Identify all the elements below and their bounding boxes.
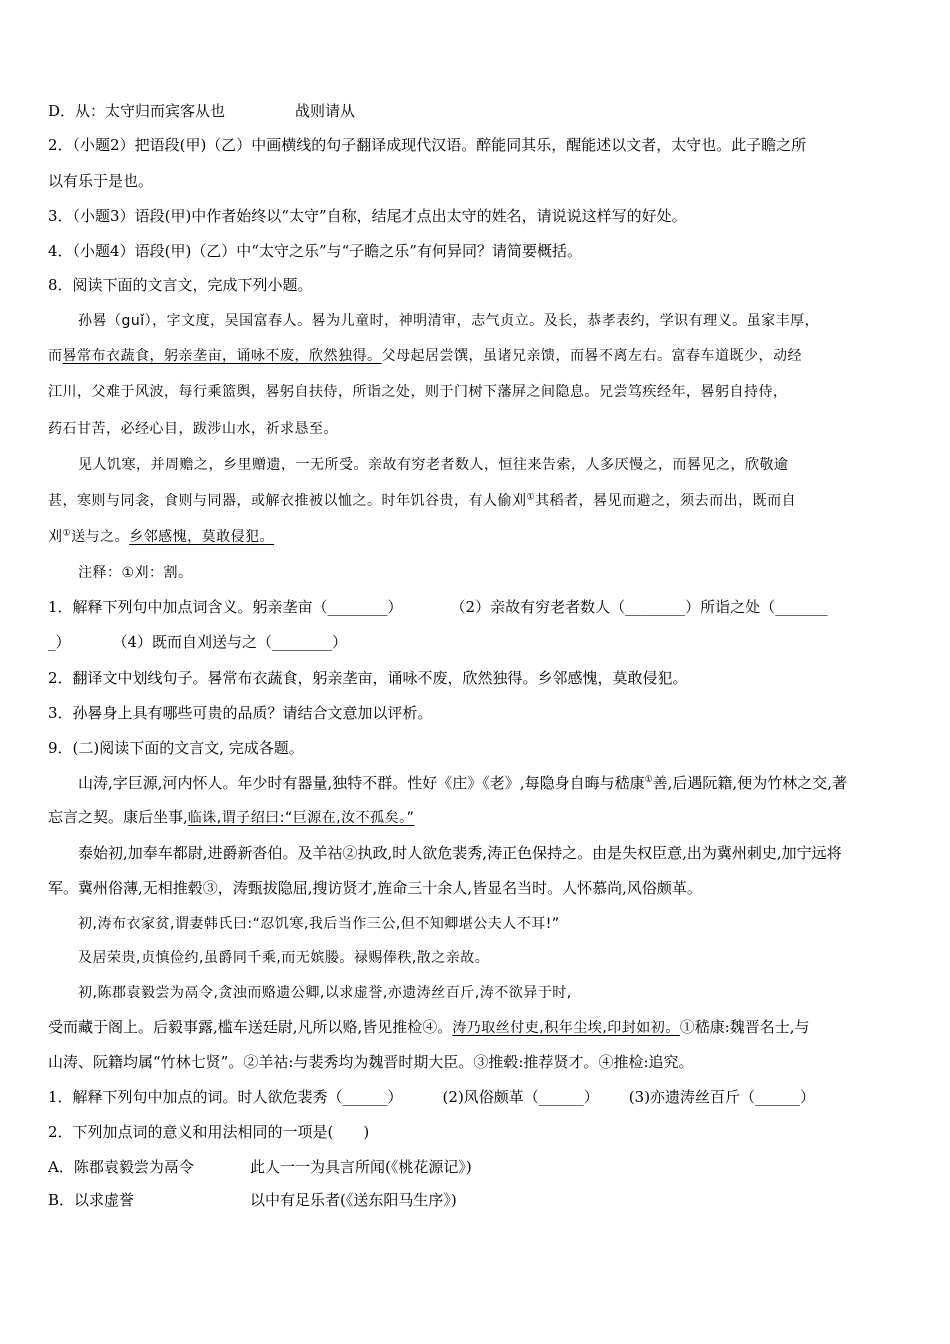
passage-9-line6: 及居荣贵,贞慎俭约,虽爵同千乘,而无嫔媵。禄赐俸秩,散之亲故。 — [78, 950, 490, 966]
footnote-mark: ① — [526, 492, 536, 503]
option-d-line: D．从：太守归而宾客从也 战则请从 — [48, 102, 356, 120]
passage-9-line3: 泰始初,加奉车都尉,进爵新沓伯。及羊祜②执政,时人欲危裴秀,涛正色保持之。由是失权臣意,出为冀州刺史,加宁远将 — [78, 844, 842, 862]
underlined-sentence-2: 乡邻感愧，莫敢侵犯。 — [129, 529, 275, 545]
question-2-line2: 以有乐于是也。 — [48, 172, 154, 190]
option-b: B．以求虚誉 以中有足乐者(《送东阳马生序》) — [48, 1191, 457, 1209]
underlined-sentence-4: 涛乃取丝付吏,积年尘埃,印封如初。 — [452, 1020, 680, 1036]
passage-9-line8: 受而藏于阁上。后毅事露,槛车送廷尉,凡所以赂,皆见推检④。涛乃取丝付吏,积年尘埃,印封如初。①嵇康:魏晋名士,与 — [48, 1018, 810, 1036]
question-3: 3．（小题3）语段(甲)中作者始终以“太守”自称，结尾才点出太守的姓名，请说说这样写的好处。 — [48, 207, 687, 225]
section-8-heading: 8．阅读下面的文言文，完成下列小题。 — [48, 276, 313, 294]
question-8-1-line2: _） （4）既而自刈送与之（________） — [48, 633, 348, 651]
question-8-3: 3．孙晷身上具有哪些可贵的品质？请结合文意加以评析。 — [48, 704, 433, 722]
passage-9-line5: 初,涛布衣家贫,谓妻韩氏曰:“忍饥寒,我后当作三公,但不知卿堪公夫人不耳!” — [78, 916, 560, 932]
passage-8-line3: 江川，父难于风波，每行乘篮舆，晷躬自扶侍，所诣之处，则于门树下藩屏之间隐息。兄尝笃疾经年，晷躬自持侍， — [48, 384, 788, 400]
passage-9-line7: 初,陈郡袁毅尝为鬲令,贪浊而赂遗公卿,以求虚誉,亦遗涛丝百斤,涛不欲异于时, — [78, 985, 572, 1001]
passage-8-line2: 而晷常布衣蔬食，躬亲垄亩，诵咏不废，欣然独得。父母起居尝馔，虽诸兄亲馈，而晷不离左右。富春车道既少，动经 — [48, 348, 802, 364]
footnote-mark: ① — [644, 775, 653, 785]
passage-8-line7: 刈①送与之。乡邻感愧，莫敢侵犯。 — [48, 528, 275, 545]
question-8-1-line1: 1．解释下列句中加点词含义。躬亲垄亩（________） （2）亲故有穷老者数人（________）所诣之处（_______ — [48, 598, 828, 616]
footnote-mark: ① — [62, 528, 72, 539]
question-9-1: 1．解释下列句中加点的词。时人欲危裴秀（______） (2)风俗颇革（______） (3)亦遗涛丝百斤（______） — [48, 1088, 816, 1106]
passage-8-line5: 见人饥寒，并周赡之，乡里赠遗，一无所受。亲故有穷老者数人，恒往来告索，人多厌慢之，而晷见之，欣敬逾 — [78, 457, 789, 473]
passage-8-line6: 甚，寒则与同衾，食则与同器，或解衣推被以恤之。时年饥谷贵，有人偷刈①其稻者，晷见而避之，须去而出，既而自 — [48, 492, 797, 509]
underlined-sentence-3: 临诛,谓子绍曰:“巨源在,汝不孤矣。” — [187, 810, 415, 826]
passage-8-line1: 孙晷（guǐ），字文度，吴国富春人。晷为儿童时，神明清审，志气贞立。及长，恭孝表约，学识有理义。虽家丰厚， — [78, 313, 820, 329]
question-8-2: 2．翻译文中划线句子。晷常布衣蔬食，躬亲垄亩，诵咏不废，欣然独得。乡邻感愧，莫敢侵犯。 — [48, 669, 688, 687]
question-9-2: 2．下列加点词的意义和用法相同的一项是( ) — [48, 1123, 370, 1141]
passage-9-line2: 忘言之契。康后坐事,临诛,谓子绍曰:“巨源在,汝不孤矣。” — [48, 808, 415, 826]
question-2-line1: 2．（小题2）把语段(甲)（乙）中画横线的句子翻译成现代汉语。醉能同其乐，醒能述以文者，太守也。此子瞻之所 — [48, 136, 807, 154]
passage-9-notes: 山涛、阮籍均属“竹林七贤”。②羊祜:与裴秀均为魏晋时期大臣。③推毂:推荐贤才。④推检:追究。 — [48, 1053, 694, 1071]
passage-9-line1: 山涛,字巨源,河内怀人。年少时有器量,独特不群。性好《庄》《老》,每隐身自晦与嵇康①善,后遇阮籍,便为竹林之交,著 — [78, 774, 847, 792]
passage-8-line4: 药石甘苦，必经心目，跋涉山水，祈求恳至。 — [48, 421, 338, 437]
annotation-note: 注释：①刈：割。 — [78, 565, 193, 581]
passage-9-line4: 军。冀州俗薄,无相推毂③，涛甄拔隐屈,搜访贤才,旌命三十余人,皆显名当时。人怀慕尚,风俗颇革。 — [48, 879, 702, 897]
underlined-sentence-1: 晷常布衣蔬食，躬亲垄亩，诵咏不废，欣然独得。 — [62, 348, 382, 364]
option-a: A．陈郡袁毅尝为鬲令 此人一一为具言所闻(《桃花源记》) — [48, 1158, 472, 1176]
section-9-heading: 9．(二)阅读下面的文言文, 完成各题。 — [48, 739, 304, 757]
question-4: 4．（小题4）语段(甲)（乙）中“太守之乐”与“子瞻之乐”有何异同？请简要概括。 — [48, 242, 582, 260]
